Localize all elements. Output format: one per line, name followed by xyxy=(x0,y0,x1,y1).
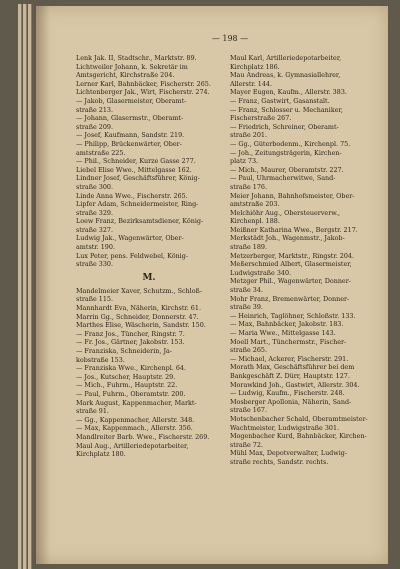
directory-entry-line: Marthes Elise, Wäscherin, Sandstr. 150. xyxy=(76,321,206,330)
directory-entry-line: Morawkind Joh., Gastwirt, Allerstr. 304. xyxy=(230,380,360,389)
directory-entry-line: straße 72. xyxy=(230,440,263,449)
directory-entry-line: — Gg., Kappenmacher, Allerstr. 348. xyxy=(76,415,195,424)
page-stack-edge xyxy=(28,4,32,569)
directory-entry-line: straße 330. xyxy=(76,260,114,269)
directory-entry-line: — Paul, Fuhrm., Oberamtstr. 200. xyxy=(76,389,186,398)
directory-entry-line: Lipfer Adam, Schneidermeister, Ring- xyxy=(76,200,199,209)
directory-entry-line: Mandlreiter Barb. Wwe., Fischerstr. 269. xyxy=(76,432,210,441)
directory-entry-line: Mark August, Kappenmacher, Markt- xyxy=(76,398,197,407)
entries-l xyxy=(76,54,222,269)
directory-entry-line: straße 189. xyxy=(230,243,268,252)
directory-entry-line: Meißner Katharina Wwe., Bergstr. 217. xyxy=(230,225,358,234)
directory-entry-line: straße 34. xyxy=(230,286,263,295)
directory-entry-line: Maul Karl, Artilleriedepotarbeiter, xyxy=(230,54,342,62)
directory-entry-line: Lerner Karl, Bahnbäcker, Fischerstr. 265. xyxy=(76,79,211,88)
directory-entry-line: Lindner Josef, Geschäftsführer, König- xyxy=(76,174,200,183)
directory-entry-line: Mayer Eugen, Kaufm., Allerstr. 383. xyxy=(230,88,347,97)
directory-entry-line: Bankgeschäft Z. Dürr, Hauptstr. 127. xyxy=(230,371,350,380)
directory-entry-line: Kirchplatz 186. xyxy=(230,62,280,71)
directory-entry-line: — Heinrich, Taglöhner, Schloßstr. 133. xyxy=(230,311,356,320)
directory-entry-line: straße 176. xyxy=(230,182,268,191)
directory-entry-line: Liebel Elise Wwe., Mittelgasse 162. xyxy=(76,165,192,174)
directory-entry-line: Mosberger Apollonia, Näherin, Sand- xyxy=(230,397,352,406)
directory-entry-line: — Fr. Jos., Gärtner, Jakobstr. 153. xyxy=(76,338,185,347)
directory-entry-line: — Mich., Fuhrm., Hauptstr. 22. xyxy=(76,381,178,390)
directory-entry-line: — Maria Wwe., Mittelgasse 143. xyxy=(230,329,336,337)
directory-entry-line: Moell Mart., Tünchermstr., Fischer- xyxy=(230,337,347,346)
directory-entry-line: Mühl Max, Depotverwalter, Ludwig- xyxy=(230,449,348,458)
directory-entry-line: — Michael, Ackerer, Fischerstr. 291. xyxy=(230,354,349,363)
directory-entry-line: straße 329. xyxy=(76,208,114,217)
entries-m-continued xyxy=(230,54,376,467)
page-number: — 198 — xyxy=(211,34,249,43)
directory-entry-line: Ludwigstraße 340. xyxy=(230,268,292,277)
directory-entry-line: — Gg., Güterbodenm., Kirchenpl. 75. xyxy=(230,139,351,148)
directory-entry-line: Mohr Franz, Bremenwärter, Donner- xyxy=(230,294,350,303)
directory-entry-line: Metzerberger, Marktstr., Ringstr. 204. xyxy=(230,251,355,260)
directory-entry-line: — Josef, Kaufmann, Sandstr. 219. xyxy=(76,131,185,140)
directory-entry-line: straße 265. xyxy=(230,346,268,355)
gutter-shadow xyxy=(36,6,50,564)
directory-entry-line: — Philipp, Brückenwärter, Ober- xyxy=(76,139,182,148)
directory-entry-line: straße 213. xyxy=(76,105,114,114)
directory-entry-line: platz 73. xyxy=(230,157,259,166)
directory-entry-line: Allerstr. 144. xyxy=(230,79,273,88)
directory-entry-line: — Mich., Maurer, Oberamtstr. 227. xyxy=(230,165,344,174)
directory-entry-line: Ludwig Jak., Wagenwärter, Ober- xyxy=(76,234,184,243)
page-stack-edge xyxy=(23,4,27,569)
directory-entry-line: — Johann, Glasermstr., Oberamt- xyxy=(76,114,184,123)
directory-entry-line: Melchiöhr Aug., Obersteuerverw., xyxy=(230,208,341,217)
directory-entry-line: Loew Franz, Bezirksamtsdiener, König- xyxy=(76,217,204,226)
directory-entry-line: Kirchplatz 180. xyxy=(76,450,126,459)
directory-entry-line: amtstraße 203. xyxy=(230,200,280,209)
directory-entry-line: kobstraße 153. xyxy=(76,355,125,364)
directory-entry-line: Lichtweiler Johann, k. Sekretär im xyxy=(76,62,188,71)
entries-m xyxy=(76,287,222,459)
directory-entry-line: Meßerschmied Albert, Glasermeister, xyxy=(230,260,352,269)
directory-entry-line: Wachtmeister, Ludwigstraße 301. xyxy=(230,423,340,432)
directory-entry-line: Fischerstraße 267. xyxy=(230,114,292,123)
directory-entry-line: Mannhardt Eva, Näherin, Kirchstr. 61. xyxy=(76,304,201,313)
directory-entry-line: Meier Johann, Bahnhofsmeister, Ober- xyxy=(230,191,355,200)
directory-entry-line: straße rechts, Sandstr. rechts. xyxy=(230,457,329,466)
directory-entry-line: — Jakob, Glasermeister, Oberamt- xyxy=(76,96,187,105)
directory-entry-line: Lux Peter, pens. Feldwebel, König- xyxy=(76,251,188,260)
directory-entry-line: Mau Andreas, k. Gymnasiallehrer, xyxy=(230,71,341,80)
directory-entry-line: Morath Max, Geschäftsführer bei dem xyxy=(230,363,355,372)
directory-entry-line: — Franz, Schlosser u. Mechaniker, xyxy=(230,105,343,114)
directory-entry-line: — Max, Kappenmach., Allerstr. 356. xyxy=(76,424,193,433)
directory-entry-line: — Phil., Schneider, Kurze Gasse 277. xyxy=(76,157,196,166)
directory-entry-line: — Franziska, Schneiderin, Ja- xyxy=(76,347,172,355)
directory-entry-line: — Friedrich, Schreiner, Oberamt- xyxy=(230,122,339,131)
directory-entry-line: amtstr. 190. xyxy=(76,243,115,252)
directory-entry-line: straße 39. xyxy=(230,303,263,312)
directory-entry-line: straße 201. xyxy=(230,131,268,140)
directory-entry-line: Lenk Jak. II, Stadtschr., Marktstr. 89. xyxy=(76,54,197,62)
directory-entry-line: Merkstädt Joh., Wagenmstr., Jakob- xyxy=(230,234,345,243)
section-heading: M. xyxy=(142,272,156,283)
directory-entry-line: — Ludwig, Kaufm., Fischerstr. 248. xyxy=(230,389,345,398)
directory-entry-line: — Max, Bahnbäcker, Jakobstr. 183. xyxy=(230,320,344,329)
directory-entry-line: Linde Anna Wwe., Fischerstr. 265. xyxy=(76,191,188,200)
directory-entry-line: straße 115. xyxy=(76,295,114,304)
directory-entry-line: — Jos., Kutscher, Hauptstr. 29. xyxy=(76,372,176,381)
directory-entry-line: straße 91. xyxy=(76,407,109,416)
directory-entry-line: Mandelmeier Xaver, Schutzm., Schloß- xyxy=(76,286,202,295)
directory-entry-line: — Joh., Zeitungsträgerin, Kirchen- xyxy=(230,148,342,157)
directory-entry-line: Mogenbacher Kurd, Bahnbäcker, Kirchen- xyxy=(230,432,367,441)
directory-entry-line: Kirchenpl. 188. xyxy=(230,217,280,226)
directory-entry-line: — Paul, Uhrmacherwitwe, Sand- xyxy=(230,174,336,183)
directory-entry-line: Marrin Gg., Schneider, Donnerstr. 47. xyxy=(76,312,199,321)
directory-entry-line: straße 327. xyxy=(76,225,114,234)
directory-entry-line: Maul Aug., Artilleriedepotarbeiter, xyxy=(76,441,189,450)
directory-entry-line: straße 300. xyxy=(76,182,114,191)
directory-entry-line: Amtsgericht, Kirchstraße 204. xyxy=(76,71,175,80)
directory-entry-line: straße 209. xyxy=(76,122,114,131)
directory-column-right xyxy=(230,54,376,467)
directory-entry-line: — Franz, Gastwirt, Gasanstalt. xyxy=(230,96,330,105)
directory-entry-line: amtstraße 225. xyxy=(76,148,126,157)
directory-entry-line: — Franziska Wwe., Kirchenpl. 64. xyxy=(76,364,186,373)
directory-column-left xyxy=(76,54,222,459)
page-stack-edge xyxy=(18,4,22,569)
directory-entry-line: Metzger Phil., Wagenwärter, Donner- xyxy=(230,277,351,286)
directory-entry-line: Motschenbacher Schald, Oberamtmeister- xyxy=(230,414,368,423)
directory-entry-line: Lichtenberger Jak., Wirt, Fischerstr. 274. xyxy=(76,88,210,97)
directory-entry-line: — Franz Jos., Tüncher, Ringstr. 7. xyxy=(76,329,185,338)
directory-entry-line: straße 167. xyxy=(230,406,268,415)
